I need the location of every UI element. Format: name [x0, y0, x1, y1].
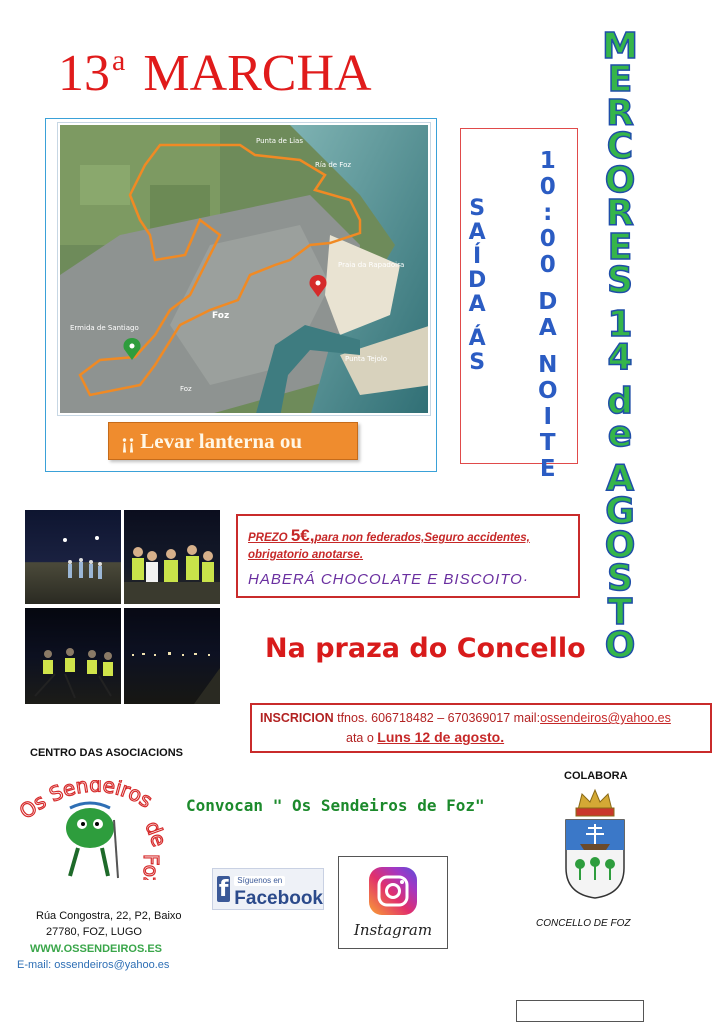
letter: Á	[468, 326, 486, 351]
map-label-foz-small: Foz	[180, 385, 192, 393]
facebook-icon: f	[218, 877, 229, 902]
letter: R	[606, 92, 634, 134]
letter: d	[607, 380, 633, 422]
title-ordinal: a	[112, 44, 126, 77]
letter: O	[604, 524, 636, 566]
letter: E	[539, 456, 556, 482]
facebook-small-label: Síguenos en	[234, 876, 285, 886]
route-map	[58, 123, 430, 415]
price-prefix: PREZO	[248, 532, 288, 544]
photo-group-vests	[124, 510, 220, 604]
photo-walkers-night-svg	[25, 510, 121, 604]
logo-de: de	[140, 817, 172, 850]
photo-group-vests-svg	[124, 510, 220, 604]
map-label-praia: Praia da Rapadoira	[338, 261, 405, 269]
letter: O	[538, 378, 558, 404]
letter: T	[607, 591, 633, 633]
inscricion-deadline-prefix: ata o	[346, 731, 374, 745]
letter: S	[469, 350, 486, 375]
letter: A	[606, 457, 634, 499]
instagram-glyph-svg	[369, 867, 417, 915]
instagram-badge[interactable]	[338, 856, 448, 949]
letter: R	[606, 193, 634, 235]
concello-shield-svg	[560, 788, 630, 900]
facebook-label: Facebook	[234, 887, 323, 909]
lanterna-banner: ¡¡ Levar lanterna ou	[108, 422, 358, 460]
letter: 0	[539, 226, 556, 252]
letter: C	[606, 126, 634, 168]
letter: S	[607, 558, 633, 600]
org-website-link[interactable]: WWW.OSSENDEIROS.ES	[30, 943, 163, 955]
facebook-badge[interactable]	[212, 868, 324, 910]
price-line-2: obrigatorio anotarse.	[248, 549, 364, 561]
letter: E	[607, 226, 633, 268]
inscricion-email-link[interactable]: ossendeiros@yahoo.es	[540, 711, 671, 725]
logo-foz: Foz	[139, 854, 163, 880]
letter: O	[604, 159, 636, 201]
letter: D	[468, 268, 487, 293]
title-number: 13	[58, 45, 110, 102]
letter: A	[468, 292, 486, 317]
letter: 1	[607, 303, 633, 345]
letter: A	[468, 220, 486, 245]
letter: A	[538, 315, 557, 341]
letter: T	[539, 430, 556, 456]
letter: N	[538, 352, 558, 378]
letter: Í	[473, 244, 482, 269]
letter: 1	[539, 148, 556, 174]
inscricion-line-1	[260, 711, 702, 725]
letter: 0	[539, 174, 556, 200]
logo-arc-text: s Sendeiros	[28, 780, 157, 815]
price-line-3: HABERÁ CHOCOLATE E BISCOITO·	[248, 571, 529, 588]
letter: e	[607, 414, 633, 456]
hora-vertical-text	[538, 150, 558, 481]
map-label-punta-de-lias: Punta de Lias	[256, 137, 303, 145]
map-field	[80, 165, 130, 205]
route-map-svg	[60, 125, 430, 415]
sendeiros-logo-svg	[18, 780, 198, 880]
price-line-1	[248, 526, 568, 546]
title-word: MARCHA	[143, 45, 372, 102]
inscricion-line-2	[260, 729, 702, 745]
colabora-label: COLABORA	[564, 770, 628, 782]
saida-vertical-text	[468, 198, 486, 374]
photo-coast-lights	[124, 608, 220, 704]
map-label-foz: Foz	[212, 311, 230, 321]
footer-empty-box	[516, 1000, 644, 1022]
map-label-punta-tejolo: Punta Tejolo	[345, 355, 388, 363]
concello-shield-icon	[560, 788, 630, 900]
letter: 0	[539, 252, 556, 278]
inscricion-box	[250, 703, 712, 753]
meeting-point: Na praza do Concello	[265, 633, 586, 664]
letter: G	[605, 491, 635, 533]
org-address-line-2: 27780, FOZ, LUGO	[46, 926, 142, 938]
photo-seated-group	[25, 608, 121, 704]
price-box	[236, 514, 580, 598]
instagram-label: Instagram	[353, 921, 433, 939]
letter: S	[469, 196, 486, 221]
centro-label: CENTRO DAS ASOCIACIONS	[30, 747, 183, 759]
logo-figure-icon	[66, 803, 118, 878]
map-label-ria: Ría de Foz	[315, 161, 352, 169]
price-amount: 5€,	[290, 526, 315, 545]
photo-seated-group-svg	[25, 608, 121, 704]
map-label-ermida: Ermida de Santiago	[70, 324, 139, 332]
letter: S	[607, 260, 633, 302]
org-address-line-1: Rúa Congostra, 22, P2, Baixo	[36, 910, 182, 922]
photo-walkers-night	[25, 510, 121, 604]
letter: 4	[607, 337, 633, 379]
letter: D	[538, 289, 558, 315]
letter: :	[543, 200, 553, 226]
inscricion-label: INSCRICION	[260, 711, 334, 725]
page-title	[58, 44, 372, 103]
inscricion-deadline: Luns 12 de agosto.	[377, 729, 505, 745]
letter: I	[543, 404, 553, 430]
facebook-text	[234, 871, 323, 908]
date-vertical-text	[574, 26, 666, 666]
price-conditions: para non federados,Seguro accidentes,	[314, 532, 530, 544]
letter: E	[607, 59, 633, 101]
sendeiros-logo	[18, 780, 198, 880]
concello-label: CONCELLO DE FOZ	[536, 918, 631, 929]
photo-coast-lights-svg	[124, 608, 220, 704]
org-email[interactable]: E-mail: ossendeiros@yahoo.es	[17, 959, 170, 971]
instagram-icon	[369, 867, 417, 915]
convocan-text: Convocan " Os Sendeiros de Foz"	[186, 796, 485, 815]
letter: O	[604, 624, 636, 666]
inscricion-phones: tfnos. 606718482 – 670369017 mail:	[337, 711, 541, 725]
letter: M	[602, 26, 638, 67]
